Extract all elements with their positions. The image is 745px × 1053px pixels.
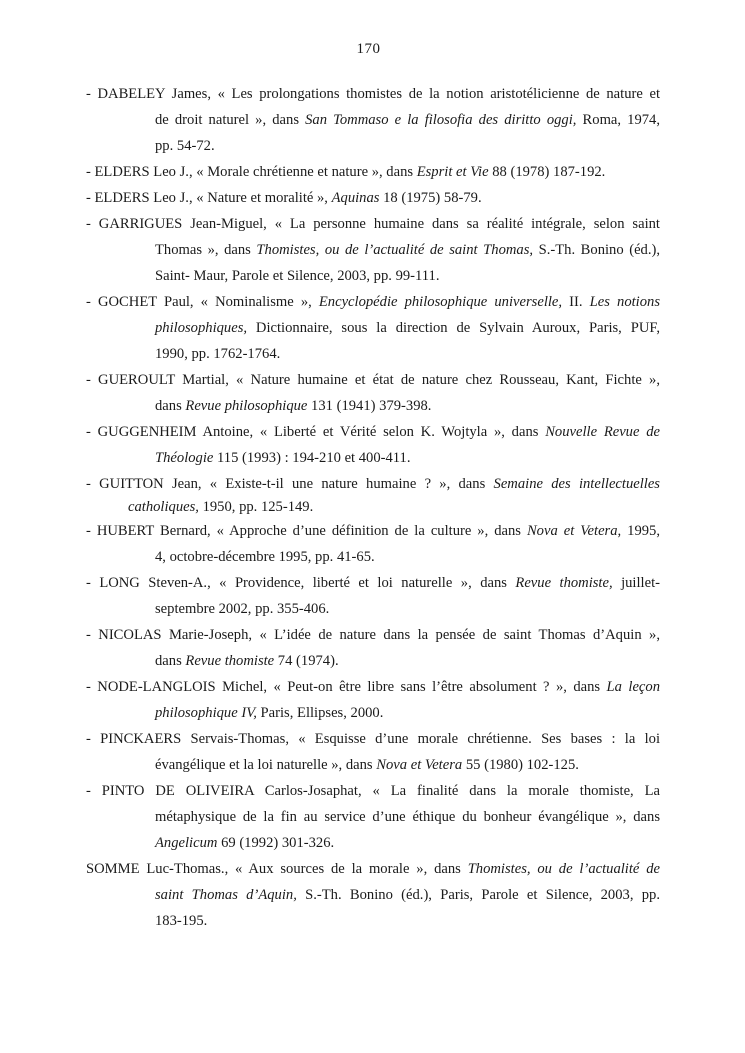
text-run: Dictionnaire, sous la direction de Sylvain Auroux, Paris, PUF, bbox=[247, 320, 660, 336]
entry-line bbox=[86, 445, 660, 471]
entry-line bbox=[86, 289, 660, 315]
entry-line bbox=[86, 856, 660, 882]
entry-line bbox=[86, 133, 660, 159]
entry-line bbox=[86, 263, 660, 289]
italic-text: Nova et Vetera, bbox=[526, 523, 622, 539]
bibliography-entry bbox=[86, 674, 660, 726]
entry-line bbox=[86, 882, 660, 908]
text-run: Roma, 1974, bbox=[576, 112, 660, 128]
text-run: - LONG Steven-A., « Providence, liberté et loi naturelle », dans bbox=[86, 575, 516, 591]
text-run: - ELDERS Leo J., « Nature et moralité », bbox=[86, 190, 332, 206]
bibliography-list bbox=[86, 81, 660, 934]
entry-line bbox=[86, 518, 660, 544]
text-run: Saint- Maur, Parole et Silence, 2003, pp. 99-111. bbox=[155, 268, 440, 284]
text-run: de droit naturel », dans bbox=[155, 112, 306, 128]
entry-line bbox=[86, 159, 660, 185]
text-run: S.-Th. Bonino (éd.), bbox=[533, 242, 660, 258]
text-run: - PINTO DE OLIVEIRA Carlos-Josaphat, « La finalité dans la morale thomiste, La bbox=[86, 783, 660, 799]
entry-line bbox=[86, 622, 660, 648]
italic-text: Semaine des intellectuelles bbox=[493, 476, 660, 492]
italic-text: Revue thomiste bbox=[185, 653, 275, 669]
text-run: S.-Th. Bonino (éd.), Paris, Parole et Silence, 2003, pp. bbox=[296, 887, 660, 903]
text-run: 18 (1975) 58-79. bbox=[379, 190, 482, 206]
text-run: septembre 2002, pp. 355-406. bbox=[155, 601, 330, 617]
text-run: 1995, bbox=[621, 523, 660, 539]
italic-text: Revue philosophique bbox=[185, 398, 308, 414]
entry-line bbox=[86, 185, 660, 211]
entry-line bbox=[86, 674, 660, 700]
bibliography-entry bbox=[86, 570, 660, 622]
entry-line bbox=[86, 237, 660, 263]
italic-text: Esprit et Vie bbox=[416, 164, 489, 180]
text-run: - HUBERT Bernard, « Approche d’une définition de la culture », dans bbox=[86, 523, 527, 539]
text-run: - DABELEY James, « Les prolongations thomistes de la notion aristotélicienne de nature et bbox=[86, 86, 660, 102]
text-run: SOMME Luc-Thomas., « Aux sources de la morale », dans bbox=[86, 861, 468, 877]
text-run: 1950, pp. 125-149. bbox=[198, 499, 314, 515]
text-run: 115 (1993) : 194-210 et 400-411. bbox=[213, 450, 411, 466]
entry-line bbox=[86, 778, 660, 804]
text-run: 74 (1974). bbox=[274, 653, 339, 669]
text-run: métaphysique de la fin au service d’une éthique du bonheur évangélique », dans bbox=[155, 809, 660, 825]
text-run: Paris, Ellipses, 2000. bbox=[256, 705, 384, 721]
bibliography-entry bbox=[86, 81, 660, 159]
bibliography-entry bbox=[86, 518, 660, 570]
text-run: 183-195. bbox=[155, 913, 208, 929]
bibliography-entry bbox=[86, 419, 660, 471]
entry-line bbox=[86, 648, 660, 674]
entry-line bbox=[86, 367, 660, 393]
text-run: dans bbox=[155, 398, 186, 414]
bibliography-entry bbox=[86, 778, 660, 856]
italic-text: philosophique IV, bbox=[155, 705, 257, 721]
text-run: - NICOLAS Marie-Joseph, « L’idée de nature dans la pensée de saint Thomas d’Aquin », bbox=[86, 627, 660, 643]
entry-line bbox=[86, 81, 660, 107]
entry-line bbox=[86, 544, 660, 570]
bibliography-entry bbox=[86, 289, 660, 367]
italic-text: Revue thomiste, bbox=[515, 575, 613, 591]
entry-line bbox=[86, 596, 660, 622]
italic-text: San Tommaso e la filosofia des diritto oggi, bbox=[305, 112, 577, 128]
bibliography-entry bbox=[86, 159, 660, 185]
italic-text: Thomistes, ou de l’actualité de saint Thomas, bbox=[256, 242, 534, 258]
text-run: - ELDERS Leo J., « Morale chrétienne et nature », dans bbox=[86, 164, 417, 180]
bibliography-entry bbox=[86, 726, 660, 778]
italic-text: Nova et Vetera bbox=[376, 757, 463, 773]
text-run: 131 (1941) 379-398. bbox=[307, 398, 432, 414]
text-run: Thomas », dans bbox=[155, 242, 257, 258]
text-run: 69 (1992) 301-326. bbox=[217, 835, 335, 851]
text-run: pp. 54-72. bbox=[155, 138, 215, 154]
bibliography-entry bbox=[86, 622, 660, 674]
italic-text: Théologie bbox=[155, 450, 214, 466]
entry-line bbox=[86, 471, 660, 497]
text-run: - GOCHET Paul, « Nominalisme », bbox=[86, 294, 319, 310]
text-run: dans bbox=[155, 653, 186, 669]
text-run: II. bbox=[562, 294, 590, 310]
bibliography-entry bbox=[86, 367, 660, 419]
page-number: 170 bbox=[356, 41, 381, 57]
entry-line bbox=[86, 341, 660, 367]
text-run: - GUITTON Jean, « Existe-t-il une nature humaine ? », dans bbox=[86, 476, 494, 492]
bibliography-entry bbox=[86, 471, 660, 518]
bibliography-entry bbox=[86, 856, 660, 934]
italic-text: philosophiques, bbox=[155, 320, 248, 336]
italic-text: Encyclopédie philosophique universelle, bbox=[318, 294, 563, 310]
text-run: 4, octobre-décembre 1995, pp. 41-65. bbox=[155, 549, 375, 565]
text-run: - GUGGENHEIM Antoine, « Liberté et Vérité selon K. Wojtyla », dans bbox=[86, 424, 546, 440]
entry-line bbox=[86, 726, 660, 752]
entry-line bbox=[86, 419, 660, 445]
entry-line bbox=[86, 315, 660, 341]
italic-text: Nouvelle Revue de bbox=[545, 424, 660, 440]
text-run: - NODE-LANGLOIS Michel, « Peut-on être libre sans l’être absolument ? », dans bbox=[86, 679, 607, 695]
entry-line bbox=[86, 393, 660, 419]
italic-text: Les notions bbox=[589, 294, 660, 310]
text-run: 88 (1978) 187-192. bbox=[488, 164, 606, 180]
italic-text: La leçon bbox=[606, 679, 660, 695]
text-run: évangélique et la loi naturelle », dans bbox=[155, 757, 377, 773]
entry-line bbox=[86, 497, 660, 518]
entry-line bbox=[86, 107, 660, 133]
text-run: - PINCKAERS Servais-Thomas, « Esquisse d’une morale chrétienne. Ses bases : la loi bbox=[86, 731, 660, 747]
italic-text: catholiques, bbox=[128, 499, 199, 515]
bibliography-entry bbox=[86, 211, 660, 289]
text-run: 55 (1980) 102-125. bbox=[462, 757, 579, 773]
text-run: - GUEROULT Martial, « Nature humaine et état de nature chez Rousseau, Kant, Fichte », bbox=[86, 372, 660, 388]
text-run: - GARRIGUES Jean-Miguel, « La personne humaine dans sa réalité intégrale, selon saint bbox=[86, 216, 660, 232]
entry-line bbox=[86, 830, 660, 856]
entry-line bbox=[86, 570, 660, 596]
italic-text: saint Thomas d’Aquin, bbox=[155, 887, 297, 903]
italic-text: Angelicum bbox=[155, 835, 218, 851]
entry-line bbox=[86, 752, 660, 778]
entry-line bbox=[86, 804, 660, 830]
italic-text: Aquinas bbox=[331, 190, 380, 206]
bibliography-entry bbox=[86, 185, 660, 211]
entry-line bbox=[86, 700, 660, 726]
text-run: 1990, pp. 1762-1764. bbox=[155, 346, 281, 362]
entry-line bbox=[86, 908, 660, 934]
entry-line bbox=[86, 211, 660, 237]
text-run: juillet- bbox=[612, 575, 660, 591]
italic-text: Thomistes, ou de l’actualité de bbox=[467, 861, 661, 877]
